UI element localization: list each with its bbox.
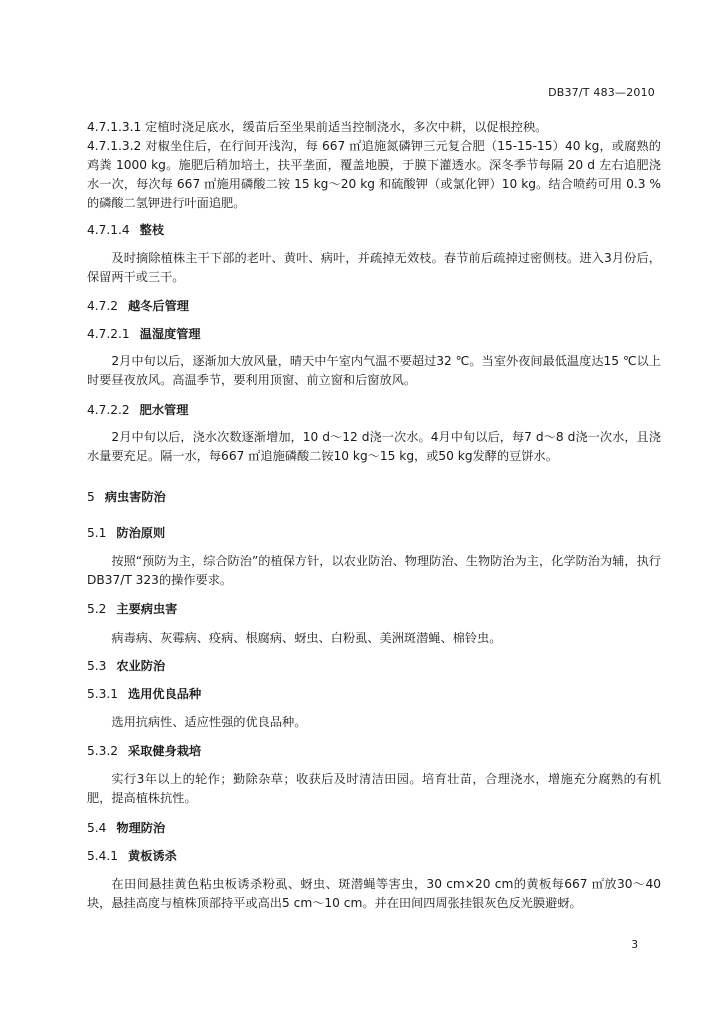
heading-title: 采取健身栽培 (128, 744, 202, 758)
heading-number: 5.4.1 (87, 849, 119, 863)
heading-4-7-2-1 (87, 325, 201, 344)
paragraph-text: 选用抗病性、适应性强的优良品种。 (111, 715, 307, 729)
heading-number: 5.3 (87, 659, 107, 673)
paragraph-text: 及时摘除植株主干下部的老叶、黄叶、病叶，并疏掉无效枝。春节前后疏掉过密侧枝。进入3月份后，保留两干或三干。 (87, 251, 661, 284)
heading-title: 防治原则 (116, 526, 166, 540)
paragraph-4-7-2-1 (87, 352, 661, 390)
paragraph-4-7-1-4 (87, 249, 661, 287)
paragraph-5-3-1 (87, 713, 661, 732)
paragraph-text: 2月中旬以后，浇水次数逐渐增加，10 d～12 d浇一次水。4月中旬以后，每7 d～8 d浇一次水，且浇水量要充足。隔一水，每667 ㎡追施磷酸二铵10 kg～15 kg，或50 kg发酵的豆饼水。 (87, 430, 661, 463)
paragraph-text: 病毒病、灰霉病、疫病、根腐病、蚜虫、白粉虱、美洲斑潜蝇、棉铃虫。 (111, 631, 502, 645)
paragraph-text: 实行3年以上的轮作；勤除杂草；收获后及时清洁田园。培育壮苗，合理浇水，增施充分腐熟的有机肥，提高植株抗性。 (87, 772, 661, 805)
heading-5-3-1 (87, 685, 201, 704)
heading-5-3-2 (87, 742, 201, 761)
clause-text: 4.7.1.3.2 对椒坐住后，在行间开浅沟，每 667 ㎡追施氮磷钾三元复合肥（15-15-15）40 kg，或腐熟的鸡粪 1000 kg。施肥后稍加培土，扶平垄面，覆盖地膜，于膜下灌透水。深冬季节每隔 20 d 左右追肥浇水一次，每次每 667 ㎡施用磷酸二铵 15 kg～20 kg 和硫酸钾（或氯化钾）10 kg。结合喷药可用 0.3 %的磷酸二氢钾进行叶面追肥。 (87, 139, 661, 210)
heading-5-2 (87, 600, 177, 619)
paragraph-5-3-2 (87, 770, 661, 808)
paragraph-4-7-2-2 (87, 428, 661, 466)
heading-title: 农业防治 (116, 659, 166, 673)
heading-5-4 (87, 819, 165, 838)
heading-title: 越冬后管理 (128, 299, 189, 313)
heading-number: 5.3.1 (87, 687, 119, 701)
clause-4-7-1-3-1 (87, 118, 661, 137)
heading-number: 4.7.2 (87, 299, 119, 313)
heading-number: 5.4 (87, 821, 107, 835)
paragraph-5-2 (87, 629, 661, 648)
document-id-header: DB37/T 483—2010 (548, 86, 655, 99)
heading-4-7-1-4 (87, 221, 164, 240)
paragraph-text: 2月中旬以后，逐渐加大放风量，晴天中午室内气温不要超过32 ℃。当室外夜间最低温度达15 ℃以上时要昼夜放风。高温季节，要利用顶窗、前立窗和后窗放风。 (87, 354, 661, 387)
heading-number: 5.1 (87, 526, 107, 540)
heading-number: 5.3.2 (87, 744, 119, 758)
heading-5-1 (87, 524, 165, 543)
heading-4-7-2 (87, 297, 189, 316)
heading-title: 病虫害防治 (104, 490, 166, 504)
clause-4-7-1-3-2 (87, 137, 661, 213)
heading-number: 4.7.2.2 (87, 403, 130, 417)
heading-5 (87, 488, 166, 507)
paragraph-text: 按照“预防为主，综合防治”的植保方针，以农业防治、物理防治、生物防治为主，化学防治为辅，执行DB37/T 323的操作要求。 (87, 554, 661, 587)
heading-title: 黄板诱杀 (128, 849, 177, 863)
heading-title: 肥水管理 (139, 403, 189, 417)
heading-title: 物理防治 (116, 821, 166, 835)
heading-5-3 (87, 657, 165, 676)
heading-number: 5.2 (87, 602, 107, 616)
heading-number: 4.7.2.1 (87, 327, 130, 341)
heading-title: 主要病虫害 (116, 602, 178, 616)
heading-5-4-1 (87, 847, 177, 866)
heading-number: 5 (87, 490, 95, 504)
heading-title: 选用优良品种 (128, 687, 202, 701)
heading-title: 温湿度管理 (139, 327, 201, 341)
heading-title: 整枝 (139, 223, 165, 237)
page-number: 3 (631, 939, 638, 951)
heading-4-7-2-2 (87, 401, 188, 420)
clause-text: 4.7.1.3.1 定植时浇足底水，缓苗后至坐果前适当控制浇水，多次中耕，以促根控秧。 (87, 120, 548, 134)
paragraph-5-1 (87, 552, 661, 590)
heading-number: 4.7.1.4 (87, 223, 130, 237)
paragraph-text: 在田间悬挂黄色粘虫板诱杀粉虱、蚜虫、斑潜蝇等害虫，30 cm×20 cm的黄板每667 ㎡放30～40块，悬挂高度与植株顶部持平或高出5 cm～10 cm。并在田间四周张挂银灰色反光膜避蚜。 (87, 877, 661, 910)
paragraph-5-4-1 (87, 875, 661, 913)
